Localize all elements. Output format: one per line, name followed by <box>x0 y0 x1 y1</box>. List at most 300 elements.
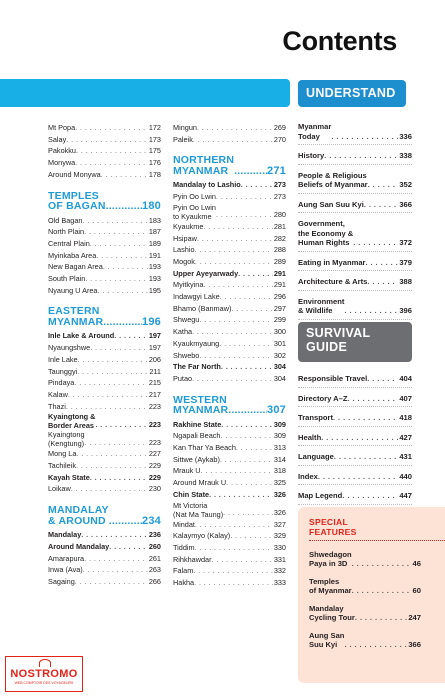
toc-entry-page: 260 <box>148 541 161 551</box>
toc-entry-title: Inle Lake & Around <box>48 331 115 341</box>
feature-title: Aung San Suu Kyi <box>309 631 345 649</box>
chapter-entry <box>298 452 412 466</box>
toc-entry-page: 309 <box>273 431 286 441</box>
chapter-title: Eating in Myanmar <box>298 257 366 267</box>
chapter-title: Language <box>298 452 334 461</box>
leader-dots <box>355 613 407 622</box>
toc-entry-page: 217 <box>148 389 161 399</box>
toc-entry <box>48 226 161 238</box>
toc-entry-page: 304 <box>273 373 286 383</box>
leader-dots <box>76 460 148 472</box>
chapter-title: People & Religious Beliefs of Myanmar <box>298 170 368 189</box>
understand-heading: UNDERSTAND <box>298 80 406 107</box>
toc-entry-page: 326 <box>273 507 286 517</box>
leader-dots <box>353 238 398 248</box>
toc-entry-title: Indawgyi Lake <box>173 292 220 302</box>
toc-entry-title: Around Mrauk U <box>173 478 227 488</box>
toc-entry <box>173 465 286 477</box>
leader-dots <box>66 134 148 146</box>
toc-entry-title: Mindat <box>173 519 195 529</box>
toc-entry-title: Sagaing <box>48 576 75 586</box>
toc-entry-page: 215 <box>148 378 161 388</box>
leader-dots <box>84 226 148 238</box>
toc-entry-title: South Plain <box>48 274 86 284</box>
toc-entry <box>48 430 161 448</box>
section-heading-page: 196 <box>142 315 161 328</box>
leader-dots <box>344 306 398 316</box>
toc-entry-page: 197 <box>148 331 161 341</box>
chapter-title: Aung San Suu Kyi <box>298 199 364 209</box>
toc-entry-title: Sittwe (Aykab) <box>173 454 220 464</box>
leader-dots <box>85 273 147 285</box>
chapter-page: 431 <box>399 452 412 461</box>
chapter-title: Health <box>298 432 322 442</box>
toc-entry <box>173 577 286 589</box>
toc-entry-title: Kyaukme <box>173 221 204 231</box>
leader-dots <box>221 361 273 373</box>
feature-page: 366 <box>408 640 421 649</box>
toc-entry-page: 289 <box>273 256 286 266</box>
toc-entry <box>48 366 161 378</box>
leader-dots <box>203 279 272 291</box>
toc-entry <box>48 541 161 553</box>
toc-entry-title: Paleik <box>173 134 193 144</box>
toc-entry-page: 291 <box>273 280 286 290</box>
toc-entry <box>173 326 286 338</box>
toc-entry-page: 280 <box>273 210 286 220</box>
toc-entry <box>48 122 161 134</box>
leader-dots <box>114 330 148 342</box>
toc-entry-page: 263 <box>148 565 161 575</box>
survival-guide-heading <box>298 322 412 362</box>
leader-dots <box>197 233 273 245</box>
chapter-title: Environment & Wildlife <box>298 296 345 315</box>
chapter-entry <box>298 200 412 214</box>
toc-entry <box>173 291 286 303</box>
toc-entry-page: 193 <box>148 274 161 284</box>
toc-entry-page: 189 <box>148 238 161 248</box>
leader-dots <box>318 472 398 482</box>
toc-entry <box>173 530 286 542</box>
chapter-page: 447 <box>399 491 412 500</box>
toc-entry-title: Kyaingtong (Kengtung) <box>48 430 85 449</box>
toc-entry-title: Katha <box>173 327 193 337</box>
leader-dots <box>231 303 272 315</box>
chapter-entry <box>298 297 412 320</box>
toc-entry-title: Mt Popa <box>48 123 76 132</box>
feature-entry <box>309 577 421 595</box>
toc-entry <box>48 576 161 588</box>
section-heading-title: MANDALAY & AROUND <box>48 504 109 527</box>
toc-entry-page: 326 <box>273 489 286 499</box>
feature-entry <box>309 550 421 568</box>
chapter-entry <box>298 122 412 145</box>
feature-entry <box>309 631 421 649</box>
leader-dots <box>90 472 148 484</box>
toc-entry-title: Pyin Oo Lwin to Kyaukme <box>173 202 216 221</box>
ship-icon <box>39 659 51 667</box>
toc-entry-title: Central Plain <box>48 238 90 248</box>
toc-entry-title: Kalaymyo (Kalay) <box>173 531 231 541</box>
feature-title: Shwedagon Paya in 3D <box>309 550 352 568</box>
chapter-page: 338 <box>399 151 412 160</box>
toc-entry-page: 329 <box>273 531 286 541</box>
leader-dots <box>223 507 273 519</box>
leader-dots <box>331 132 398 142</box>
logo-tagline: WEB COMPTOIR DES VOYAGEURS <box>14 681 74 685</box>
leader-dots <box>221 419 273 431</box>
toc-entry-title: Around Mandalay <box>48 541 110 551</box>
leader-dots <box>201 465 273 477</box>
leader-dots <box>234 166 267 177</box>
leader-dots <box>77 366 148 378</box>
leader-dots <box>75 122 148 134</box>
toc-entry <box>173 361 286 373</box>
chapter-entry <box>298 374 412 388</box>
leader-dots <box>199 314 272 326</box>
toc-entry-title: Hsipaw <box>173 233 197 243</box>
toc-entry-page: 291 <box>273 268 286 278</box>
section-heading <box>173 155 286 176</box>
toc-entry <box>48 460 161 472</box>
chapter-title: Responsible Travel <box>298 374 368 383</box>
toc-entry-title: The Far North <box>173 362 221 372</box>
leader-dots <box>75 576 148 588</box>
toc-entry <box>173 303 286 315</box>
toc-entry <box>48 529 161 541</box>
toc-entry-page: 266 <box>148 576 161 586</box>
toc-entry <box>173 314 286 326</box>
leader-dots <box>84 553 148 565</box>
leader-dots <box>220 291 273 303</box>
toc-entry-title: Kayah State <box>48 472 90 482</box>
leader-dots <box>366 258 399 268</box>
toc-entry-title: Tachileik <box>48 461 76 471</box>
toc-entry-page: 187 <box>148 227 161 237</box>
chapter-page: 418 <box>399 413 412 422</box>
toc-entry <box>48 342 161 354</box>
leader-dots <box>109 541 148 553</box>
chapter-page: 396 <box>399 306 412 315</box>
toc-entry-title: Hakha <box>173 578 195 588</box>
leader-dots <box>195 256 273 268</box>
leader-dots <box>82 215 147 227</box>
leader-dots <box>74 377 147 389</box>
leader-dots <box>348 394 399 404</box>
toc-entry-page: 236 <box>148 530 161 540</box>
toc-entry <box>48 564 161 576</box>
survival-guide-label: SURVIVAL GUIDE <box>306 326 371 354</box>
toc-entry-title: Mingun <box>173 123 197 132</box>
chapter-title: History <box>298 151 325 160</box>
toc-entry-page: 282 <box>273 233 286 243</box>
section-heading-title: WESTERN MYANMAR <box>173 393 229 417</box>
toc-entry <box>173 489 286 501</box>
section-heading-title: NORTHERN MYANMAR <box>173 154 235 177</box>
toc-entry-title: Tiddim <box>173 542 195 552</box>
toc-entry <box>48 483 161 495</box>
toc-entry-page: 229 <box>148 461 161 471</box>
toc-entry-page: 304 <box>273 362 286 372</box>
toc-entry <box>48 134 161 146</box>
leader-dots <box>220 430 272 442</box>
toc-entry-page: 176 <box>148 158 161 168</box>
toc-entry-title: Rakhine State <box>173 419 222 429</box>
toc-entry-page: 261 <box>148 553 161 563</box>
toc-entry <box>173 134 286 146</box>
feature-page: 60 <box>412 586 421 595</box>
toc-entry-page: 172 <box>148 123 161 132</box>
chapter-title: Map Legend <box>298 491 343 500</box>
toc-entry <box>173 430 286 442</box>
chapter-title: Transport <box>298 413 334 422</box>
chapter-title: Myanmar Today <box>298 122 332 141</box>
toc-entry-title: Rihkhawdar <box>173 554 212 564</box>
section-heading-title: EASTERN MYANMAR <box>48 305 104 328</box>
chapter-entry <box>298 277 412 291</box>
toc-entry-page: 183 <box>148 215 161 225</box>
toc-entry-title: Mandalay to Lashio <box>173 180 241 190</box>
chapter-entry <box>298 151 412 165</box>
leader-dots <box>344 640 407 649</box>
toc-entry <box>173 477 286 489</box>
toc-entry <box>48 472 161 484</box>
leader-dots <box>212 554 273 566</box>
leader-dots <box>333 413 398 423</box>
leader-dots <box>193 134 273 146</box>
toc-entry-page: 333 <box>273 578 286 588</box>
toc-entry <box>173 554 286 566</box>
toc-entry-title: Pakokku <box>48 146 76 156</box>
leader-dots <box>193 565 273 577</box>
toc-entry <box>173 244 286 256</box>
toc-entry <box>173 256 286 268</box>
toc-entry <box>48 273 161 285</box>
leader-dots <box>203 221 272 233</box>
section-heading-page: 180 <box>142 200 161 213</box>
toc-entry-page: 325 <box>273 478 286 488</box>
toc-entry-title: Salay <box>48 134 67 144</box>
chapter-page: 352 <box>399 180 412 189</box>
toc-entry-page: 191 <box>148 250 161 260</box>
toc-entry <box>173 454 286 466</box>
leader-dots <box>220 454 273 466</box>
toc-entry-title: Monywa <box>48 158 76 168</box>
toc-entry <box>48 250 161 262</box>
toc-entry-page: 270 <box>273 134 286 144</box>
toc-entry-page: 211 <box>149 366 161 376</box>
leader-dots <box>68 389 148 401</box>
toc-entry-title: Shwebo <box>173 350 200 360</box>
nostromo-logo <box>5 656 83 692</box>
toc-entry-title: Thazi <box>48 401 66 411</box>
toc-entry <box>48 412 161 430</box>
leader-dots <box>76 448 147 460</box>
chapter-page: 336 <box>399 131 412 141</box>
toc-entry-page: 273 <box>273 192 286 202</box>
leader-dots <box>368 180 399 190</box>
toc-entry-title: Old Bagan <box>48 215 83 225</box>
toc-entry <box>173 279 286 291</box>
feature-title: Temples of Myanmar <box>309 577 352 595</box>
leader-dots <box>197 122 273 134</box>
toc-entry <box>173 338 286 350</box>
toc-entry-title: Loikaw <box>48 484 71 494</box>
toc-entry-page: 175 <box>148 146 161 156</box>
toc-entry <box>48 238 161 250</box>
toc-entry-page: 227 <box>148 449 161 459</box>
feature-entry <box>309 604 421 622</box>
toc-entry <box>173 221 286 233</box>
leader-dots <box>241 179 273 191</box>
leader-dots <box>90 342 148 354</box>
toc-entry-title: Mandalay <box>48 530 82 540</box>
section-heading-page: 307 <box>267 404 286 417</box>
toc-entry-page: 173 <box>148 134 161 144</box>
toc-entry-title: Mt Victoria (Nat Ma Taung) <box>173 500 224 519</box>
leader-dots <box>334 452 398 462</box>
leader-dots <box>199 350 272 362</box>
toc-entry <box>173 419 286 431</box>
leader-dots <box>209 489 273 501</box>
toc-entry-page: 193 <box>148 262 161 272</box>
chapter-page: 427 <box>399 432 412 442</box>
section-heading <box>48 191 161 212</box>
leader-dots <box>342 491 398 501</box>
leader-dots <box>101 169 148 181</box>
toc-entry-title: Kyaukmyaung <box>173 338 220 348</box>
leader-dots <box>103 317 142 328</box>
toc-entry-title: North Plain <box>48 227 85 237</box>
contents-column-1 <box>48 122 161 588</box>
chapter-page: 388 <box>399 277 412 286</box>
toc-entry-title: Falam <box>173 566 194 576</box>
chapter-page: 407 <box>399 393 412 403</box>
toc-entry-title: Mogok <box>173 256 195 266</box>
toc-entry-title: New Bagan Area <box>48 262 103 272</box>
toc-entry <box>173 191 286 203</box>
chapter-entry <box>298 413 412 427</box>
toc-entry <box>173 442 286 454</box>
leader-dots <box>103 261 148 273</box>
toc-entry-title: Ngapali Beach <box>173 431 221 441</box>
toc-entry-page: 223 <box>148 419 161 429</box>
leader-dots <box>195 519 273 531</box>
toc-entry-page: 281 <box>273 221 286 231</box>
chapter-entry <box>298 394 412 408</box>
toc-entry-title: Pyin Oo Lwin <box>173 192 216 202</box>
logo-name: NOSTROMO <box>10 668 78 680</box>
chapter-entry <box>298 433 412 447</box>
toc-entry-title: Mong La <box>48 449 77 459</box>
contents-column-2 <box>173 122 286 589</box>
leader-dots <box>238 268 273 280</box>
toc-entry <box>48 377 161 389</box>
toc-entry-page: 299 <box>273 315 286 325</box>
toc-entry-page: 178 <box>148 169 161 179</box>
section-heading <box>173 395 286 416</box>
toc-entry-page: 300 <box>273 327 286 337</box>
toc-entry <box>173 179 286 191</box>
toc-entry <box>48 261 161 273</box>
toc-entry <box>48 553 161 565</box>
toc-entry-page: 288 <box>273 245 286 255</box>
section-heading-title: TEMPLES OF BAGAN <box>48 189 106 213</box>
toc-entry-title: Shwegu <box>173 315 200 325</box>
toc-entry <box>173 203 286 221</box>
leader-dots <box>78 354 148 366</box>
toc-entry-page: 197 <box>148 343 161 353</box>
leader-dots <box>106 201 142 212</box>
toc-entry <box>48 401 161 413</box>
feature-page: 46 <box>412 559 421 568</box>
leader-dots <box>352 586 412 595</box>
leader-dots <box>96 250 148 262</box>
toc-entry <box>173 542 286 554</box>
toc-entry-title: Kan Thar Ya Beach <box>173 443 236 453</box>
leader-dots <box>83 564 148 576</box>
toc-entry-title: Myinkaba Area <box>48 250 97 260</box>
leader-dots <box>195 244 273 256</box>
chapter-title: Government, the Economy & Human Rights <box>298 219 354 247</box>
chapter-entry <box>298 472 412 486</box>
toc-entry-page: 330 <box>273 542 286 552</box>
leader-dots <box>192 326 273 338</box>
leader-dots <box>230 530 273 542</box>
chapter-entry <box>298 491 412 505</box>
leader-dots <box>228 405 267 416</box>
toc-entry <box>173 233 286 245</box>
chapter-entry <box>298 171 412 194</box>
feature-page: 247 <box>408 613 421 622</box>
chapter-page: 440 <box>399 471 412 481</box>
leader-dots <box>192 373 273 385</box>
toc-entry-page: 297 <box>273 303 286 313</box>
leader-dots <box>95 419 147 431</box>
leader-dots <box>321 433 398 443</box>
toc-entry-page: 206 <box>148 354 161 364</box>
toc-entry-title: Inwa (Ava) <box>48 565 83 575</box>
toc-entry <box>48 169 161 181</box>
chapter-page: 404 <box>399 374 412 383</box>
toc-entry-title: Myitkyina <box>173 280 204 290</box>
toc-entry-page: 313 <box>273 443 286 453</box>
page-title: Contents <box>282 26 397 56</box>
section-band <box>0 79 290 107</box>
leader-dots <box>76 145 148 157</box>
toc-entry-page: 296 <box>273 292 286 302</box>
toc-entry <box>173 519 286 531</box>
chapter-page: 372 <box>399 238 412 247</box>
chapter-page: 379 <box>399 257 412 267</box>
toc-entry-title: Kyaingtong & Border Areas <box>48 412 96 431</box>
understand-list <box>298 122 412 326</box>
toc-entry <box>48 354 161 366</box>
chapter-title: Index <box>298 471 318 481</box>
toc-entry-title: Putao <box>173 373 193 383</box>
leader-dots <box>98 285 148 297</box>
chapter-title: Directory A–Z <box>298 393 348 403</box>
toc-entry-page: 309 <box>273 419 286 429</box>
toc-entry <box>48 389 161 401</box>
toc-entry-page: 331 <box>273 554 286 564</box>
toc-entry <box>48 448 161 460</box>
feature-title: Mandalay Cycling Tour <box>309 604 355 622</box>
section-heading <box>48 505 161 526</box>
leader-dots <box>352 559 412 568</box>
section-heading-page: 271 <box>267 164 286 177</box>
toc-entry <box>173 501 286 519</box>
